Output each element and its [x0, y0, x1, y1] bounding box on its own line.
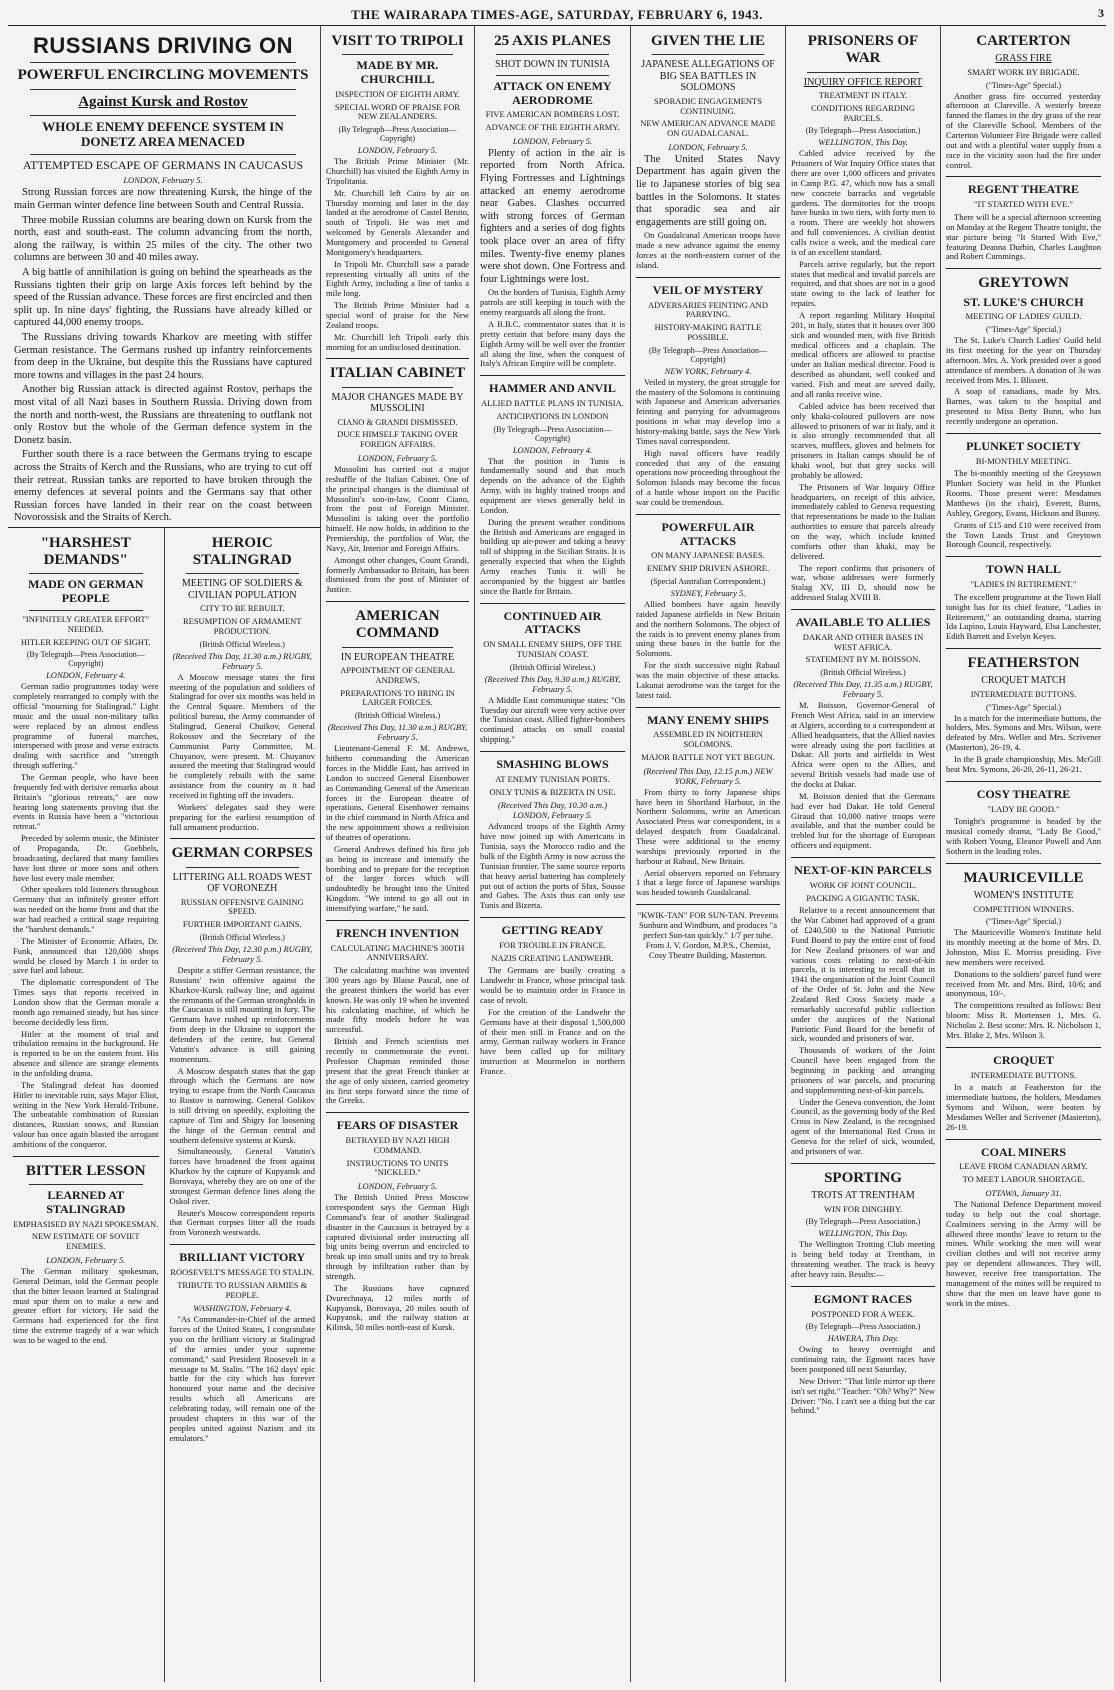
heroic-headline: HEROIC STALINGRAD: [192, 534, 292, 569]
prisoners-credit: (By Telegraph—Press Association.): [805, 126, 921, 136]
lead-paragraph: Three mobile Russian columns are bearing down on Kursk from the north, east and south-east. The column advancing from the north, along the railway, is within 25 miles of the city. The other two columns are between 30 and 40 miles away.: [14, 214, 312, 264]
bitter-dateline: LONDON, February 5.: [46, 1254, 126, 1265]
prisoners-paragraph: The report confirms that prisoners of war, whose addresses were formerly Stalag XV, III D, should now be addressed Stalag XVIII B.: [791, 562, 935, 603]
cabinet-headline: ITALIAN CABINET: [329, 365, 466, 382]
powerful-paragraph: Allied bombers have again heavily raided Japanese airfields in New Britain and the northern Solomons. The object of the raids is to prevent enemy planes from using these bases in the battle for the Solomons.: [636, 598, 780, 659]
greytown-paragraph: The St. Luke's Church Ladies' Guild held its first meeting for the year on Thursday afternoon. Mrs. A. York presided over a good attendance of members. A donation of 3s was received from Mrs. I. Blissett.: [946, 335, 1101, 385]
divider: [186, 867, 300, 868]
fears-headline: FEARS OF DISASTER: [336, 1118, 459, 1133]
section-divider: [946, 863, 1101, 864]
corpses-deck-3: FURTHER IMPORTANT GAINS.: [182, 919, 302, 930]
divider: [342, 54, 453, 55]
corpses-headline: GERMAN CORPSES: [171, 845, 313, 862]
command-credit: (British Official Wireless.): [354, 711, 441, 721]
featherston-deck-2: INTERMEDIATE BUTTONS.: [970, 688, 1077, 699]
available-deck-2: STATEMENT BY M. BOISSON.: [805, 654, 921, 665]
harshest-paragraph: The German people, who have been frequently fed with derisive remarks about Britain's "glorious retreats," are now hearing long statements proving that the events in Russia have been a "victorious retreat.": [13, 772, 159, 832]
townhall-paragraph: The excellent programme at the Town Hall tonight has for its chief feature, "Ladies in Retirement," an outstanding drama, starring Ida Lupino, Louis Hayward, Elsa Lanchester, Edith Barrett and Evelyn Keyes.: [946, 591, 1101, 642]
sporting-deck-2: WIN FOR DINGHBY.: [824, 1203, 902, 1214]
egmont-deck-1: POSTPONED FOR A WEEK.: [811, 1308, 915, 1319]
command-deck-2: APPOINTMENT OF GENERAL ANDREWS.: [340, 665, 455, 685]
axis-paragraph: A B.B.C. commentator states that it is pretty certain that before many days the Eighth Army will be well over the frontier all along the line, when the conquest of Italy's African Empire will be complete.: [480, 318, 625, 369]
plunket-paragraph: Grants of £15 and £10 were received from the Town Lands Trust and Greytown Borough Council, respectively.: [946, 519, 1101, 550]
sporting-dateline: WELLINGTON, This Day.: [818, 1228, 908, 1239]
many-deck-2: MAJOR BATTLE NOT YET BEGUN.: [641, 751, 775, 762]
hammer-paragraph: That the position in Tunis is fundamentally sound and that much depends on the advance of the Eighth Army, with its highly trained troops and equipment are views generally held in London.: [480, 455, 625, 515]
available-dateline: (Received This Day, 11.35 a.m.) RUGBY, February 5.: [793, 679, 933, 700]
column-3: [475, 26, 631, 1682]
heroic-deck-1: MEETING OF SOLDIERS & CIVILIAN POPULATION: [181, 578, 303, 601]
masthead: [8, 6, 1106, 26]
sporting-paragraph: The Wellington Trotting Club meeting is being held today at Trentham, in threatening weather. The track is heavy after heavy rain. Results:—: [791, 1239, 935, 1279]
heroic-credit: (British Official Wireless.): [199, 639, 285, 649]
tripoli-paragraph: The British Prime Minister had a special word of praise for the New Zealand troops.: [326, 300, 469, 330]
given-paragraph: The United States Navy Department has again given the lie to Japanese stories of big sea battles in the Solomons. It states that sporadic sea and air engagements are still going on.: [636, 153, 780, 228]
harshest-paragraph: The Minister of Economic Affairs, Dr. Funk, announced that 120,000 shops would be closed by March 1 in order to save fuel and labour.: [13, 935, 159, 976]
plunket-deck-1: BI-MONTHLY MEETING.: [975, 455, 1072, 466]
divider: [29, 610, 143, 611]
column-2: [321, 26, 475, 1682]
tripoli-dateline: LONDON, February 5.: [357, 145, 438, 156]
section-divider: [170, 1244, 316, 1245]
bitter-headline: BITTER LESSON: [25, 1162, 146, 1179]
divider: [496, 54, 609, 55]
coal-headline: COAL MINERS: [980, 1144, 1066, 1159]
victory-deck-2: TRIBUTE TO RUSSIAN ARMIES & PEOPLE.: [177, 1279, 308, 1300]
masthead-title: THE WAIRARAPA TIMES-AGE, SATURDAY, FEBRUARY 6, 1943.: [351, 7, 763, 22]
lead-deck-2: Against Kursk and Rostov: [78, 93, 248, 110]
lead-paragraph: Strong Russian forces are now threatening Kursk, the hinge of the main German winter defence line between South and Central Russia.: [14, 187, 312, 212]
tripoli-credit: (By Telegraph—Press Association—Copyright): [338, 125, 457, 144]
fears-paragraph: The Russians have captured Dvurechnaya, 12 miles north of Kupyansk, Borovaya, 20 miles south of Kupyansk, and the railway station at Kilinsk, 50 miles north-east of Kursk.: [326, 1282, 469, 1333]
featherston-headline: FEATHERSTON: [967, 655, 1080, 672]
tripoli-headline: VISIT TO TRIPOLI: [331, 33, 464, 49]
divider: [342, 387, 453, 388]
cosy-headline: COSY THEATRE: [976, 786, 1071, 801]
harshest-paragraph: The Stalingrad defeat has doomed Hitler to inevitable ruin, says Major Eliot, writing in the New York Herald-Tribune. The unbeatable combination of Russian distances, Russian snows, and Russian valour has once again blasted the arrogant ambitions of the conqueror.: [13, 1079, 159, 1149]
bitter-deck-2: EMPHASISED BY NAZI SPOKESMAN.: [13, 1218, 159, 1229]
harshest-headline: "HARSHEST DEMANDS": [40, 534, 131, 569]
divider: [30, 89, 296, 90]
section-divider: [326, 1112, 469, 1113]
section-divider: [480, 917, 625, 918]
cosy-deck-1: "LADY BE GOOD.": [987, 803, 1060, 814]
prisoners-headline: PRISONERS OF WAR: [807, 33, 919, 67]
given-deck-1: JAPANESE ALLEGATIONS OF BIG SEA BATTLES IN SOLOMONS: [641, 59, 775, 94]
cabinet-paragraph: Amongst other changes, Count Grandi, formerly Ambassador to Britain, has been dismissed from the post of Minister of Justice.: [326, 554, 469, 595]
lead-deck-1: POWERFUL ENCIRCLING MOVEMENTS: [17, 67, 309, 84]
veil-deck-2: HISTORY-MAKING BATTLE POSSIBLE.: [654, 322, 762, 342]
tripoli-deck-1: MADE BY MR. CHURCHILL: [356, 58, 439, 87]
section-divider: [946, 556, 1101, 557]
sporting-headline: SPORTING: [824, 1169, 902, 1186]
cosy-paragraph: Tonight's programme is headed by the musical comedy drama, "Lady Be Good," with Robert Young, Eleanor Powell and Ann Sothern in the leading roles.: [946, 816, 1101, 856]
divider: [652, 54, 764, 55]
veil-headline: VEIL OF MYSTERY: [652, 282, 764, 297]
axis-paragraph: On the borders of Tunisia, Eighth Army patrols are still keeping in touch with the enemy rearguards all along the front.: [480, 287, 625, 318]
veil-deck-1: ADVERSARIES FEINTING AND PARRYING.: [648, 299, 768, 320]
ready-deck-2: NAZIS CREATING LANDWEHR.: [491, 952, 614, 963]
prisoners-paragraph: A report regarding Military Hospital 201, in Italy, states that it houses over 300 sick and wounded men, with five British medical officers and a chaplain. The medical officers are allowed to practise under an Italian medical director. Food is described as abundant, well cooked and varied. Fish and meat are served daily, and all ranks receive wine.: [791, 310, 935, 399]
greytown-deck-2: MEETING OF LADIES' GUILD.: [965, 311, 1082, 322]
ready-deck-1: FOR TROUBLE IN FRANCE.: [499, 939, 606, 950]
available-headline: AVAILABLE TO ALLIES: [795, 614, 931, 629]
tripoli-deck-2: INSPECTION OF EIGHTH ARMY.: [335, 88, 460, 99]
sporting-credit: (By Telegraph—Press Association.): [805, 1217, 921, 1227]
harshest-paragraph: The diplomatic correspondent of The Times says that reports received in London show that the German morale a month ago remained steady, but has since become decidedly less firm.: [13, 977, 159, 1027]
powerful-dateline: SYDNEY, February 5.: [670, 587, 746, 598]
smashing-deck-2: ONLY TUNIS & BIZERTA IN USE.: [489, 786, 616, 797]
lead-subcolumns: [8, 528, 321, 1682]
given-dateline: LONDON, February 5.: [668, 141, 748, 152]
section-divider: [791, 1163, 935, 1164]
victory-dateline: WASHINGTON, February 4.: [193, 1303, 292, 1314]
section-divider: [13, 1156, 159, 1157]
axis-dateline: LONDON, February 5.: [512, 135, 593, 146]
lead-dateline: LONDON, February 5.: [123, 175, 203, 186]
harshest-paragraph: German radio programmes today were completely rearranged to comply with the official "mourning for Stalingrad." Light music and the usual non-military talks were replaced by an almost endless programme of funeral marches, interspersed with prose and verse extracts dealing with sacrifice and "strength through suffering.": [13, 681, 159, 771]
coal-paragraph: The National Defence Department moved today to help out the coal shortage. Coalminers serving in the Army will be allowed three months' leave to return to the mines. While working the men will wear civilian clothes and will not receive army pay or dependent allowances. They will, however, receive free transportation. The management of the mines will be required to show that the men on leave have gone to work in the mines.: [946, 1198, 1101, 1308]
subcolumn-left: [8, 528, 165, 1682]
many-headline: MANY ENEMY SHIPS: [647, 712, 769, 727]
carterton-deck-2: SMART WORK BY BRIGADE.: [967, 66, 1080, 77]
available-paragraph: M. Boisson, Governor-General of French West Africa, said in an interview at Algiers, according to a correspondent at Allied headquarters, that the Allied navies were already using the port facilities at Dakar. All ports and airfields in West Africa were open to the Allies, and several British vessels had made use of the docks at Dakar.: [791, 700, 935, 789]
divider: [30, 115, 296, 116]
nextofkin-paragraph: Thousands of workers of the Joint Council have been engaged from the beginning in packing and arranging prisoners of war parcels, and procuring and supplementing next-of-kin parcels.: [791, 1045, 935, 1095]
given-deck-3: NEW AMERICAN ADVANCE MADE ON GUADALCANAL.: [640, 118, 776, 139]
command-deck-1: IN EUROPEAN THEATRE: [340, 651, 455, 663]
corpses-paragraph: Simultaneously, General Vatutin's forces have broadened the front against Kharkov by the capture of Kupyansk and Borovaya, whereby they are on one of the strongest German defence lines along the Oskol river.: [169, 1146, 315, 1206]
column-5: [786, 26, 941, 1682]
cabinet-deck-3: DUCE HIMSELF TAKING OVER FOREIGN AFFAIRS.: [337, 429, 458, 450]
axis-deck-2: ATTACK ON ENEMY AERODROME: [493, 78, 612, 107]
hammer-paragraph: During the present weather conditions the British and Americans are engaged in building up air-power and taking a heavy toll of shipping in the Sicilian Straits. It is generally expected that when the Eighth Army reaches Tunis it will be accompanied by the biggest air battles since the Battle for Britain.: [480, 516, 625, 596]
bitter-paragraph: The German military spokesman, General Deiman, told the German people that the bitter lesson learned at Stalingrad must spur them on to make a new and greater effort for victory. He said the Germans had experienced for the first time the extreme tragedy of a war which was to be waged to the end.: [13, 1265, 159, 1345]
section-divider: [946, 176, 1101, 177]
command-headline: AMERICAN COMMAND: [355, 608, 440, 642]
axis-headline: 25 AXIS PLANES: [494, 33, 611, 49]
harshest-deck-2: "INFINITELY GREATER EFFORT" NEEDED.: [22, 614, 150, 634]
section-divider: [946, 268, 1101, 269]
carterton-deck-1: GRASS FIRE: [995, 53, 1052, 65]
powerful-paragraph: For the sixth successive night Rabaul was the main objective of these attacks. Lakunai aerodrome was the target for the latest raid.: [636, 660, 780, 700]
hammer-deck-1: ALLIED BATTLE PLANS IN TUNISIA.: [481, 398, 624, 409]
divider: [29, 573, 143, 574]
featherston-deck-1: CROQUET MATCH: [981, 675, 1066, 687]
cabinet-deck-2: CIANO & GRANDI DISMISSED.: [337, 416, 458, 427]
section-divider: [636, 514, 780, 515]
axis-deck-1: SHOT DOWN IN TUNISIA: [495, 59, 610, 71]
axis-paragraph: Plenty of action in the air is reported from North Africa. Flying Fortresses and Lightnings attacked an enemy aerodrome near Gabes. Clashes occurred with strong forces of German fighters and a series of dog fights took place over an area of fifty miles. Twenty-five enemy planes were shot down. One Fortress and four Lightnings were lost.: [480, 147, 625, 285]
fears-deck-1: BETRAYED BY NAZI HIGH COMMAND.: [345, 1135, 450, 1155]
section-divider: [791, 1286, 935, 1287]
section-divider: [326, 601, 469, 602]
carterton-headline: CARTERTON: [976, 33, 1071, 49]
kwik-tan-ad: "KWIK-TAN" FOR SUN-TAN. Prevents Sunburn and Windburn, and produces "a perfect Sun-tan quickly." 1/7 per tube. From J. V. Gordon, M.P.S., Chemist, Cosy Theatre Building, Masterton.: [637, 910, 779, 960]
given-deck-2: SPORADIC ENGAGEMENTS CONTINUING.: [654, 95, 762, 116]
section-divider: [946, 1139, 1101, 1140]
greytown-credit: ("Times-Age" Special.): [985, 325, 1062, 335]
regent-headline: REGENT THEATRE: [967, 182, 1080, 197]
fears-deck-2: INSTRUCTIONS TO UNITS "NICKLED.": [346, 1157, 449, 1178]
cabinet-dateline: LONDON, February 5.: [357, 453, 438, 464]
victory-deck-1: ROOSEVELT'S MESSAGE TO STALIN.: [170, 1267, 315, 1277]
powerful-deck-1: ON MANY JAPANESE BASES.: [651, 550, 765, 561]
lead-paragraph: A big battle of annihilation is going on behind the spearheads as the Russians tighten their grip on large Axis forces left behind by the speed of the Russian advance. These forces are first encircled and then split up. In nine days' fighting, the Russians have already killed or captured 44,000 enemy troops.: [14, 267, 312, 329]
lead-deck-3: WHOLE ENEMY DEFENCE SYSTEM IN DONETZ AREA MENACED: [42, 118, 284, 149]
ready-paragraph: For the creation of the Landwehr the Germans have at their disposal 1,500,000 of their men still in France and on the army, German railway workers in France have been called up for military instruction at Mourmelon in northern France.: [480, 1006, 625, 1077]
prisoners-paragraph: Cabled advice has been received that only khaki-coloured pullovers are now allowed to prisoners of war in Italy, and it is also strongly recommended that all scarves, mufflers, gloves and helmets for prisoners in Italian camps should be of khaki wool, but that grey socks will probably be allowed.: [791, 400, 935, 480]
ready-headline: GETTING READY: [501, 923, 604, 938]
divider: [496, 75, 609, 76]
egmont-credit: (By Telegraph—Press Association.): [805, 1322, 921, 1332]
corpses-deck-2: RUSSIAN OFFENSIVE GAINING SPEED.: [180, 896, 304, 917]
divider: [30, 154, 296, 155]
section-divider: [170, 838, 316, 839]
regent-paragraph: There will be a special afternoon screening on Monday at the Regent Theatre tonight, the star picture being "It Started With Eve," featuring Deanna Durbin, Charles Laughton and Robert Cummings.: [946, 211, 1101, 262]
heroic-paragraph: Workers' delegates said they were preparing for the earliest resumption of full armament production.: [169, 801, 315, 832]
given-headline: GIVEN THE LIE: [651, 33, 765, 49]
corpses-deck-1: LITTERING ALL ROADS WEST OF VORONEZH: [172, 871, 312, 895]
hammer-deck-2: ANTICIPATIONS IN LONDON: [496, 410, 609, 421]
column-6: [941, 26, 1106, 1682]
fears-dateline: LONDON, February 5.: [357, 1181, 438, 1192]
nextofkin-paragraph: Relative to a recent announcement that the War Cabinet had approved of a grant of £240,500 to the National Patriotic Fund Board to pay the entire cost of food for New Zealand prisoners of war and various costs relating to next-of-kin parcels, it is interesting to recall that in 1941 the organisation of the Joint Council of the Order of St. John and the New Zealand Red Cross Society made a remarkably successful public collection under the auspices of the National Patriotic Fund Board for the benefit of sick, wounded and prisoners of war.: [791, 905, 935, 1044]
egmont-headline: EGMONT RACES: [813, 1291, 913, 1306]
cabinet-paragraph: Mussolini has carried out a major reshuffle of the Italian Cabinet. One of the principal changes is the dismissal of Mussolini's son-in-law, Count Ciano, from the post of Foreign Minister. Mussolini is taking over the portfolio himself. He now holds, in addition to the Premiership, the portfolios of War, the Navy, Air, Interior and Foreign Affairs.: [326, 464, 469, 553]
divider: [30, 62, 296, 63]
section-divider: [946, 648, 1101, 649]
featherston-paragraph: In the B grade championship, Mrs. McGill beat Mrs. Symons, 26-20, 26-11, 26-21.: [946, 754, 1101, 774]
many-dateline: (Received This Day, 12.15 p.m.) NEW YORK, February 5.: [643, 765, 773, 786]
croquet-paragraph: In a match at Featherston for the intermediate buttons, the holders, Mesdames Symons and Wilson, were beaten by Mesdames Weller and Scrivener (Masterton), 26-19.: [946, 1082, 1101, 1132]
many-paragraph: Aerial observers reported on February 1 that a large force of Japanese warships was headed towards Guadalcanal.: [636, 867, 780, 898]
mauriceville-credit: ("Times-Age" Special.): [985, 917, 1062, 927]
egmont-paragraph: Owing to heavy overnight and continuing rain, the Egmont races have been postponed till next Saturday.: [791, 1344, 935, 1374]
section-divider: [791, 609, 935, 610]
lead-deck-4: ATTEMPTED ESCAPE OF GERMANS IN CAUCASUS: [22, 157, 304, 172]
tripoli-paragraph: Mr. Churchill left Cairo by air on Thursday morning and later in the day landed at the aerodrome of Castel Benito, south of Tripoli. He was met and welcomed by Generals Alexander and Montgomery and proceeded to General Montgomery's headquarters.: [326, 187, 469, 257]
available-credit: (British Official Wireless.): [820, 668, 906, 678]
hammer-credit: (By Telegraph—Press Association—Copyright): [493, 424, 612, 443]
tripoli-paragraph: The British Prime Minister (Mr. Churchill) has visited the Eighth Army in Tripolitania.: [326, 156, 469, 186]
prisoners-deck-1: INQUIRY OFFICE REPORT: [803, 76, 923, 88]
plunket-headline: PLUNKET SOCIETY: [966, 438, 1081, 453]
harshest-paragraph: Other speakers told listeners throughout Germany that an infinitely greater effort was needed on the home front and that the war had reached a critical stage requiring the "harshest demands.": [13, 884, 159, 934]
coal-deck-2: TO MEET LABOUR SHORTAGE.: [962, 1174, 1085, 1185]
prisoners-dateline: WELLINGTON, This Day.: [818, 137, 908, 148]
hammer-headline: HAMMER AND ANVIL: [489, 381, 616, 396]
veil-paragraph: Veiled in mystery, the great struggle for the mastery of the Solomons is continuing with Japanese and American adversaries feinting and parrying for advantageous positions in what may develop into a history-making battle, says the New York Times naval correspondent.: [636, 376, 780, 446]
mauriceville-headline: MAURICEVILLE: [963, 869, 1084, 886]
carterton-credit: ("Times-Age" Special.): [985, 80, 1062, 90]
section-divider: [480, 603, 625, 604]
command-paragraph: General Andrews defined his first job as being to increase and intensify the bombing and to prepare for the reception of the larger forces which will undoubtedly be brought into the United Kingdom. "We intend to go all out in intensifying warfare," he said.: [326, 843, 469, 913]
featherston-credit: ("Times-Age" Special.): [985, 702, 1062, 712]
smashing-deck-1: AT ENEMY TUNISIAN PORTS.: [495, 773, 610, 784]
croquet-headline: CROQUET: [993, 1052, 1054, 1067]
townhall-deck-1: "LADIES IN RETIREMENT.": [970, 579, 1077, 590]
corpses-paragraph: Despite a stiffer German resistance, the Russians' twin offensive against the Kharkov-Kursk railway line, and against the remnants of the German strongholds in the Caucasus is still mounting in fury. The Germans have rushed up reinforcements from deep in the Ukraine to support the defenders of the centre, but General Vatutin's advance is still gaining momentum.: [169, 965, 315, 1064]
divider: [342, 647, 453, 648]
powerful-deck-2: ENEMY SHIP DRIVEN ASHORE.: [646, 563, 770, 574]
greytown-deck-1: ST. LUKE'S CHURCH: [963, 294, 1084, 309]
lead-headline: RUSSIANS DRIVING ON: [32, 33, 294, 58]
divider: [807, 72, 919, 73]
subcolumn-right: [165, 528, 322, 1682]
section-divider: [636, 277, 780, 278]
corpses-credit: (British Official Wireless.): [199, 933, 285, 942]
french-paragraph: The calculating machine was invented 300 years ago by Blaise Pascal, one of the greatest thinkers the world has ever known. He was only 19 when he invented his calculating machine, of which he made fifty models before he was successful.: [326, 965, 469, 1035]
corpses-paragraph: A Moscow despatch states that the gap through which the Germans are now trying to escape from the North Caucasus to Rostov is narrowing. General Golikov is still driving on speedily, exploiting the capture of Tim and Shigry for loosening the hinge of the German central and southern defensive systems at Kursk.: [169, 1065, 315, 1145]
new-driver-joke: New Driver: "That little mirror up there isn't set right." Teacher: "Oh? Why?" New Driver: "No. I can't see a thing but the car behind.": [791, 1375, 935, 1416]
regent-deck-1: "IT STARTED WITH EVE.": [974, 199, 1073, 210]
available-paragraph: M. Boisson denied that the Germans had ever had Dakar. He told General Giraud that 10,000 native troops were available, and that the number could be trebled but for the shortage of European officers and equipment.: [791, 790, 935, 851]
greytown-paragraph: A soap of canadians, made by Mrs. Barnes, was taken to the hospital and presented to Miss Betty Bunn, who has recently undergone an operation.: [946, 386, 1101, 426]
heroic-dateline: (Received This Day, 11.30 a.m.) RUGBY, February 5.: [172, 650, 312, 671]
corpses-dateline: (Received This Day, 12.30 p.m.) RUGBY, February 5.: [172, 944, 313, 964]
french-paragraph: British and French scientists met recently to commemorate the event. Professor Chapman reminded those present that the great French thinker at the age of only sixteen, carried geometry its first steps forward since the time of the Greeks.: [326, 1036, 469, 1106]
prisoners-paragraph: The Prisoners of War Inquiry Office headquarters, on receipt of this advice, immediately cabled to Geneva requesting that representations be made to the Italian authorities to ensure that parcels already on the way, which include knitted comforts other than khaki, may be delivered.: [791, 481, 935, 561]
prisoners-deck-3: CONDITIONS REGARDING PARCELS.: [810, 102, 916, 123]
section-divider: [946, 781, 1101, 782]
bitter-deck-3: NEW ESTIMATE OF SOVIET ENEMIES.: [31, 1231, 140, 1252]
lead-paragraph: The Russians driving towards Kharkov are meeting with stiffer German resistance. The Germans rushed up infantry reinforcements from deep in the Ukraine, but despite this the Russians have captured more towns and villages in the past 24 hours.: [14, 332, 312, 381]
veil-dateline: NEW YORK, February 4.: [664, 365, 752, 376]
plunket-paragraph: The bi-monthly meeting of the Greytown Plunket Society was held in the Plunket Rooms. Those present were: Mesdames Matthews (in the chair), Everett, Burns, Ashley, Gregory, Evans, Hickson and Bunny.: [946, 468, 1101, 518]
continued-deck-1: ON SMALL ENEMY SHIPS, OFF THE TUNISIAN COAST.: [483, 639, 622, 659]
mauriceville-deck-1: WOMEN'S INSTITUTE: [973, 890, 1074, 902]
egmont-dateline: HAWERA, This Day.: [827, 1333, 899, 1344]
lead-paragraph: Further south there is a race between the Germans trying to escape across the Straits of Kerch and the Russians, who are trying to cut off their retreat. Russian tanks are reported to have broken through the enemy defences at several points and the Germans say that other Russian forces have landed in their rear on the coast between Novorossisk and the Straits of Kerch.: [14, 449, 312, 524]
french-headline: FRENCH INVENTION: [335, 925, 459, 940]
many-deck-1: ASSEMBLED IN NORTHERN SOLOMONS.: [653, 729, 763, 750]
available-deck-1: DAKAR AND OTHER BASES IN WEST AFRICA.: [802, 631, 924, 652]
mauriceville-paragraph: Donations to the soldiers' parcel fund were received from Mr. and Mrs. Bird, 10/6; and anonymous, 10/-.: [946, 968, 1101, 999]
coal-dateline: OTTAWA, January 31.: [985, 1187, 1062, 1198]
divider: [29, 1184, 143, 1185]
heroic-deck-2: CITY TO BE REBUILT.: [200, 603, 285, 614]
lead-paragraph: Another big Russian attack is directed against Rostov, perhaps the most vital of all Nazi bases in Southern Russia. Driving down from the north and north-west, the Russians are threatening to outflank not only Rostov but the whole of the German defence system in the Donetz basin.: [14, 384, 312, 446]
smashing-dateline: (Received This Day, 10.30 a.m.) LONDON, February 5.: [497, 800, 608, 821]
lead-story: [8, 26, 321, 528]
section-divider: [636, 707, 780, 708]
victory-paragraph: "As Commander-in-Chief of the armed forces of the United States, I congratulate you on the brilliant victory at Stalingrad of the armies under your supreme command," said President Roosevelt in a message to M. Stalin. "The 162 days' epic battle for the city which has forever honoured your name and the decisive results which all Americans are celebrating today, will remain one of the proudest chapters in this war of the peoples united against Nazism and its emulators.": [169, 1314, 315, 1443]
nextofkin-deck-1: WORK OF JOINT COUNCIL.: [809, 879, 917, 890]
featherston-paragraph: In a match for the intermediate buttons, the holders, Mrs. Symons and Mrs. Wilson, were defeated by Mrs. Weller and Mrs. Scrivener (Masterton), 26-19, 4.: [946, 712, 1101, 753]
smashing-headline: SMASHING BLOWS: [496, 757, 609, 772]
veil-paragraph: High naval officers have readily conceded that any of the ensuing operations now proceeding throughout the Solomon Islands may become the focus of a battle whose import on the Pacific war could be tremendous.: [636, 447, 780, 507]
tripoli-deck-3: SPECIAL WORD OF PRAISE FOR NEW ZEALANDERS.: [334, 101, 461, 122]
command-dateline: (Received This Day, 11.30 a.m.) RUGBY, February 5.: [327, 722, 468, 743]
columns: [8, 26, 1106, 1682]
harshest-deck-3: HITLER KEEPING OUT OF SIGHT.: [20, 636, 151, 647]
greytown-headline: GREYTOWN: [978, 275, 1069, 292]
croquet-deck-1: INTERMEDIATE BUTTONS.: [970, 1069, 1077, 1080]
hammer-dateline: LONDON, February 4.: [512, 444, 593, 455]
prisoners-deck-2: TREATMENT IN ITALY.: [818, 90, 908, 100]
divider: [186, 573, 300, 574]
section-divider: [946, 1047, 1101, 1048]
harshest-paragraph: Preceded by solemn music, the Minister of Propaganda, Dr. Goebbels, broadcasting, declared that many families have lost three or more sons and others have lost every male member.: [13, 833, 159, 883]
harshest-dateline: LONDON, February 4.: [46, 670, 126, 681]
sporting-deck-1: TROTS AT TRENTHAM: [811, 1190, 915, 1202]
mauriceville-paragraph: The Mauriceville Women's Institute held its monthly meeting at the home of Mrs. D. Johnston, Miss E. Morriss presiding. Five new members were received.: [946, 927, 1101, 967]
axis-deck-4: ADVANCE OF THE EIGHTH ARMY.: [485, 122, 620, 133]
heroic-deck-3: RESUMPTION OF ARMAMENT PRODUCTION.: [182, 616, 302, 636]
harshest-credit: (By Telegraph—Press Association—Copyright): [26, 650, 145, 669]
tripoli-paragraph: Mr. Churchill left Tripoli early this morning for an undisclosed destination.: [326, 331, 469, 352]
prisoners-paragraph: Parcels arrive regularly, but the report states that medical and invalid parcels are required, and that shoes are not in a good state owing to the lack of leather for repairs.: [791, 258, 935, 309]
continued-paragraph: A Middle East communique states: "On Tuesday our aircraft were very active over the Tunisian coast. Allied fighter-bombers continued attacks on small coastal shipping.": [480, 694, 625, 745]
nextofkin-headline: NEXT-OF-KIN PARCELS: [794, 862, 932, 877]
section-divider: [946, 433, 1101, 434]
section-divider: [326, 920, 469, 921]
smashing-paragraph: Advanced troops of the Eighth Army have now joined up with Americans in Tunisia, says the Morocco radio and the bulk of the Eighth Army is now across the Tunisian frontier. The same source reports that heavy aerial battering has completely put out of action the ports of Sfax, Sousse and Gabes. The Axis thus can only use Tunis and Bizerta.: [480, 821, 625, 911]
section-divider: [326, 358, 469, 359]
harshest-paragraph: Hitler at the moment of trial and tribulation remains in the background. He is reported to be on the eastern front. His absence and silence are strange elements in the unfolding drama.: [13, 1028, 159, 1078]
many-paragraph: From thirty to forty Japanese ships have been in Shortland Harbour, in the Northern Solomons, write an American Associated Press war correspondent, in a delayed despatch from Guadalcanal. These were additional to the enemy warships previously reported in the harbour at Rabaul, New Britain.: [636, 786, 780, 866]
corpses-paragraph: Reuter's Moscow correspondent reports that German corpses litter all the roads from Voronezh westwards.: [169, 1207, 315, 1238]
powerful-credit: (Special Australian Correspondent.): [650, 576, 766, 586]
prisoners-paragraph: Cabled advice received by the Prisoners of War Inquiry Office states that there are over 1,000 officers and privates in Camp P.G. 47, which now has a small new concrete barracks and vegetable gardens. The dormitories for the troops have bunks in two tiers, with forty men to a room. There are weekly hot showers and full conveniences. A civilian dentist calls twice a week, and the medical care is of an excellent standard.: [791, 148, 935, 257]
powerful-headline: POWERFUL AIR ATTACKS: [661, 519, 755, 548]
coal-deck-1: LEAVE FROM CANADIAN ARMY.: [959, 1161, 1088, 1172]
cabinet-deck-1: MAJOR CHANGES MADE BY MUSSOLINI: [331, 391, 464, 415]
continued-headline: CONTINUED AIR ATTACKS: [503, 608, 602, 637]
given-paragraph: On Guadalcanal American troops have made a new advance against the enemy forces at the north-eastern corner of the island.: [636, 230, 780, 270]
continued-credit: (British Official Wireless.): [509, 662, 596, 672]
continued-dateline: (Received This Day, 9.30 a.m.) RUGBY, February 5.: [484, 673, 621, 694]
nextofkin-deck-2: PACKING A GIGANTIC TASK.: [806, 892, 920, 903]
victory-headline: BRILLIANT VICTORY: [179, 1250, 306, 1265]
section-divider: [480, 751, 625, 752]
carterton-paragraph: Another grass fire occurred yesterday afternoon at Clareville. A westerly breeze fanned the flames in the dry grass of the rear of the Clareville School. Members of the Carterton Volunteer Fire Brigade were called out and with a plentiful water supply from a race in the vicinity soon had the fire under control.: [946, 90, 1101, 170]
fears-paragraph: The British United Press Moscow correspondent says the German High Command's fear of another Stalingrad disaster in the Caucasus is betrayed by a captured divisional order instructing all big units being overrun and encircled to break up into small units and try to break through by infiltration rather than by strength.: [326, 1192, 469, 1281]
townhall-headline: TOWN HALL: [986, 562, 1061, 577]
column-1: [8, 26, 321, 1682]
axis-deck-3: FIVE AMERICAN BOMBERS LOST.: [485, 109, 620, 120]
section-divider: [480, 375, 625, 376]
mauriceville-paragraph: The competitions resulted as follows: Best bloom: Miss R. Mortensen 1, Mrs. G. Nicholas 2. Best scone: Mrs. R. Nicholson 1, Mrs. Blake 2, Mrs. Wilson 3.: [946, 1000, 1101, 1040]
veil-credit: (By Telegraph—Press Association—Copyright): [649, 345, 767, 364]
french-deck-1: CALCULATING MACHINE'S 300TH ANNIVERSARY.: [330, 942, 465, 963]
nextofkin-paragraph: Under the Geneva convention, the Joint Council, as the governing body of the Red Cross in New Zealand, is the recognised agent of the International Red Cross in Geneva for the relief of sick, wounded, and prisoners of war.: [791, 1096, 936, 1156]
command-paragraph: Lieutenant-General F. M. Andrews, hitherto commanding the American forces in the Middle East, has arrived in London to succeed General Eisenhower as Commanding General of the American forces in the European theatre of operations. General Eisenhower remains in the chief command in North Africa and the new appointment shows a redivision of theatres of operations.: [326, 743, 469, 842]
mauriceville-deck-2: COMPETITION WINNERS.: [973, 903, 1074, 914]
tripoli-paragraph: In Tripoli Mr. Churchill saw a parade representing virtually all units of the Eighth Army, including a line of tanks a mile long.: [326, 258, 469, 299]
section-divider: [791, 857, 935, 858]
harshest-deck-1: MADE ON GERMAN PEOPLE: [28, 577, 144, 606]
section-divider: [636, 904, 780, 905]
heroic-paragraph: A Moscow message states the first meeting of the population and soldiers of Stalingrad for over six months was held in the Central Square. Members of the political bureau, the Army commander of Stalingrad, General Chuikov, General Rokossov and the Secretary of the Communist Party Committee, M. Chuyanov, were present. M. Chuyanov assured the meeting that Stalingrad would be completely rebuilt with the same assistance from the country as it had received in fighting off the invaders.: [169, 671, 315, 801]
page-number: 3: [1098, 6, 1104, 20]
bitter-deck-1: LEARNED AT STALINGRAD: [46, 1188, 126, 1216]
ready-paragraph: The Germans are busily creating a Landwehr in France, whose principal task would be to maintain order in France in case of revolt.: [480, 965, 625, 1006]
command-deck-3: PREPARATIONS TO BRING IN LARGER FORCES.: [340, 687, 455, 708]
column-4: [631, 26, 786, 1682]
